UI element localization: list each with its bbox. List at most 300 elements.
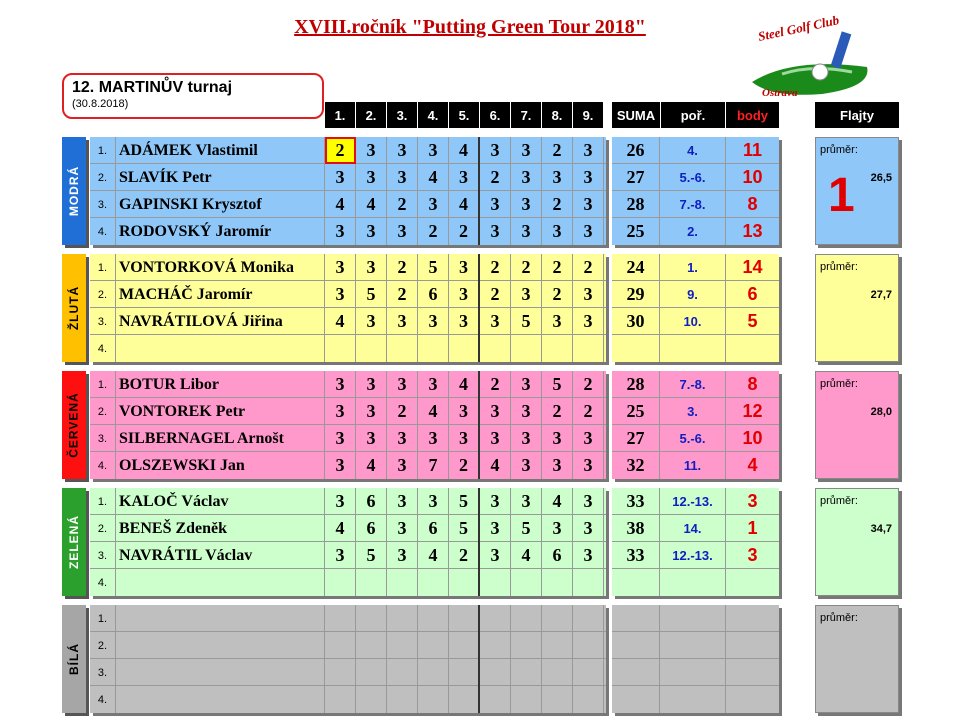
hole-score: 3 [573,281,604,308]
player-number: 2. [90,515,116,542]
hole-score: 2 [387,398,418,425]
hole-score: 3 [511,425,542,452]
hole-score: 3 [418,371,449,398]
flajty-box [815,137,899,245]
flajty-box [815,488,899,596]
player-name: BOTUR Libor [116,371,325,398]
rank [660,632,726,659]
rank [660,605,726,632]
player-row [90,164,606,191]
hole-score: 3 [449,398,480,425]
hole-score: 3 [573,425,604,452]
group-label-text: ZELENÁ [67,515,81,569]
hole-score: 3 [480,515,511,542]
points [726,569,779,596]
hole-score [511,659,542,686]
total-score: 27 [612,425,660,452]
result-row [612,191,779,218]
hole-score: 2 [542,137,573,164]
hole-score [387,686,418,713]
hole-score [418,632,449,659]
rank: 4. [660,137,726,164]
player-name: NAVRÁTILOVÁ Jiřina [116,308,325,335]
rank: 7.-8. [660,371,726,398]
hole-score: 5 [511,308,542,335]
hole-score [542,569,573,596]
points: 12 [742,401,763,421]
total-score: 30 [612,308,660,335]
hole-score: 2 [573,398,604,425]
hole-score: 2 [480,254,511,281]
hole-header: 9. [573,102,603,128]
group-block [90,137,606,245]
hole-score [573,605,604,632]
group-label-text: BÍLÁ [67,643,81,675]
hole-score: 2 [480,371,511,398]
hole-score [449,335,480,362]
total-score: 27 [612,164,660,191]
result-row [612,605,779,632]
hole-score: 5 [449,515,480,542]
total-score [612,569,660,596]
hole-score: 5 [356,281,387,308]
hole-score: 3 [480,398,511,425]
points: 14 [742,257,763,277]
rank: 10. [660,308,726,335]
flajty-box [815,254,899,362]
hole-score: 6 [356,488,387,515]
hole-score [418,335,449,362]
suma-header: SUMA [612,102,660,128]
player-name [116,605,325,632]
hole-header: 5. [449,102,479,128]
result-row [612,281,779,308]
hole-score [573,632,604,659]
group-label [62,605,86,713]
player-row [90,659,606,686]
hole-score [480,569,511,596]
player-row [90,632,606,659]
hole-score [542,632,573,659]
player-name: SLAVÍK Petr [116,164,325,191]
player-name [116,335,325,362]
average-label: průměr: [820,495,858,507]
hole-score [480,632,511,659]
total-score [612,335,660,362]
hole-score [356,659,387,686]
total-score: 28 [612,371,660,398]
hole-score: 3 [418,488,449,515]
rank [660,335,726,362]
result-row [612,137,779,164]
rank: 12.-13. [660,542,726,569]
hole-score: 2 [542,254,573,281]
hole-score: 3 [542,164,573,191]
hole-score [325,659,356,686]
hole-score: 3 [480,488,511,515]
points: 3 [747,545,758,565]
hole-score: 4 [542,488,573,515]
group-label [62,137,86,245]
player-number: 2. [90,632,116,659]
hole-score: 3 [387,308,418,335]
total-score: 24 [612,254,660,281]
hole-score: 4 [325,515,356,542]
hole-score: 3 [325,452,356,479]
hole-score: 5 [418,254,449,281]
points [726,605,779,632]
player-number: 4. [90,335,116,362]
rank [660,659,726,686]
hole-score: 3 [573,191,604,218]
hole-score [387,605,418,632]
result-row [612,164,779,191]
hole-score [387,632,418,659]
hole-score: 3 [325,164,356,191]
group-block [90,488,606,596]
hole-score: 3 [511,164,542,191]
player-name: OLSZEWSKI Jan [116,452,325,479]
hole-score: 3 [573,218,604,245]
hole-score [449,659,480,686]
average-value: 27,7 [870,289,892,301]
hole-score [542,605,573,632]
hole-score: 3 [542,425,573,452]
event-date: (30.8.2018) [72,98,129,110]
hole-score [418,569,449,596]
hole-score [542,659,573,686]
group-results [612,371,779,479]
hole-score: 3 [325,371,356,398]
points: 13 [742,221,763,241]
hole-score: 3 [418,308,449,335]
player-name [116,632,325,659]
hole-score: 3 [387,218,418,245]
total-score: 32 [612,452,660,479]
hole-score [356,569,387,596]
rank [660,569,726,596]
player-name: RODOVSKÝ Jaromír [116,218,325,245]
hole-score: 3 [387,452,418,479]
hole-score: 3 [480,137,511,164]
hole-score [418,659,449,686]
hole-score [387,569,418,596]
points: 6 [747,284,758,304]
average-value: 34,7 [870,523,892,535]
player-row [90,191,606,218]
hole-score: 3 [418,425,449,452]
rank: 3. [660,398,726,425]
hole-score [356,686,387,713]
rank: 9. [660,281,726,308]
hole-score: 3 [356,218,387,245]
total-score: 28 [612,191,660,218]
hole-score: 3 [387,515,418,542]
result-row [612,632,779,659]
hole-score [325,605,356,632]
player-row [90,371,606,398]
hole-score: 3 [449,425,480,452]
player-number: 4. [90,218,116,245]
rank: 11. [660,452,726,479]
rank [660,686,726,713]
group-results [612,605,779,713]
hole-score: 3 [480,218,511,245]
points: 3 [747,491,758,511]
hole-score: 2 [387,191,418,218]
player-number: 2. [90,281,116,308]
group-label [62,254,86,362]
hole-score: 2 [542,398,573,425]
hole-score: 4 [418,164,449,191]
points [726,335,779,362]
group-label [62,371,86,479]
average-value: 26,5 [870,172,892,184]
hole-score: 3 [356,308,387,335]
player-number: 1. [90,605,116,632]
hole-score: 7 [418,452,449,479]
hole-score: 3 [511,137,542,164]
result-row [612,569,779,596]
hole-score [387,659,418,686]
points: 8 [747,374,758,394]
hole-score: 3 [480,542,511,569]
hole-score: 3 [511,371,542,398]
hole-score [449,632,480,659]
hole-score: 3 [325,398,356,425]
total-score: 29 [612,281,660,308]
hole-score: 2 [573,254,604,281]
hole-score [449,569,480,596]
result-row [612,488,779,515]
hole-score: 3 [449,308,480,335]
player-row [90,137,606,164]
points: 5 [747,311,758,331]
hole-score: 3 [387,488,418,515]
hole-score: 3 [573,308,604,335]
hole-score: 4 [356,191,387,218]
player-name: MACHÁČ Jaromír [116,281,325,308]
result-row [612,425,779,452]
player-row [90,398,606,425]
average-label: průměr: [820,261,858,273]
hole-header: 7. [511,102,541,128]
hole-score [325,686,356,713]
hole-header: 8. [542,102,572,128]
average-label: průměr: [820,612,858,624]
hole-score: 2 [480,281,511,308]
hole-score: 4 [418,398,449,425]
hole-score [449,686,480,713]
event-box [62,73,324,119]
group-results [612,137,779,245]
hole-score: 2 [449,542,480,569]
rank: 2. [660,218,726,245]
total-score [612,632,660,659]
hole-score: 3 [325,488,356,515]
points: 1 [747,518,758,538]
points: 10 [742,167,763,187]
group-block [90,254,606,362]
result-row [612,308,779,335]
hole-score: 3 [449,281,480,308]
hole-score: 3 [573,452,604,479]
player-number: 1. [90,371,116,398]
player-number: 4. [90,569,116,596]
hole-score: 4 [325,308,356,335]
hole-score: 3 [480,308,511,335]
hole-score [325,632,356,659]
hole-score: 5 [511,515,542,542]
points [726,632,779,659]
hole-score: 2 [449,452,480,479]
hole-score: 2 [387,281,418,308]
logo-text-bottom: Ostrava [762,87,798,99]
hole-score: 3 [418,191,449,218]
hole-score: 3 [418,137,449,164]
average-value: 28,0 [870,406,892,418]
hole-score [356,605,387,632]
player-row [90,218,606,245]
hole-score [387,335,418,362]
player-number: 1. [90,254,116,281]
result-row [612,218,779,245]
hole-score: 3 [511,218,542,245]
player-row [90,425,606,452]
player-name [116,686,325,713]
hole-score: 3 [573,542,604,569]
total-score [612,659,660,686]
group-label-text: ČERVENÁ [67,392,81,458]
group-label [62,488,86,596]
player-number: 2. [90,164,116,191]
result-row [612,371,779,398]
hole-score: 6 [356,515,387,542]
rank: 5.-6. [660,164,726,191]
logo-text-top: Steel Golf Club [756,12,841,44]
player-name [116,659,325,686]
hole-score: 3 [325,218,356,245]
hole-score [573,335,604,362]
points [726,659,779,686]
player-row [90,569,606,596]
result-row [612,254,779,281]
player-number: 1. [90,488,116,515]
hole-score: 3 [542,515,573,542]
total-score: 33 [612,488,660,515]
hole-score: 4 [356,452,387,479]
player-row [90,308,606,335]
hole-score: 3 [480,191,511,218]
rank: 1. [660,254,726,281]
page-title: XVIII.ročník "Putting Green Tour 2018" [294,16,646,38]
player-name: ADÁMEK Vlastimil [116,137,325,164]
hole-score: 5 [449,488,480,515]
player-number: 3. [90,542,116,569]
result-row [612,335,779,362]
hole-score [511,632,542,659]
hole-score: 2 [325,137,356,164]
hole-score: 3 [480,425,511,452]
total-score: 26 [612,137,660,164]
player-number: 4. [90,452,116,479]
hole-score: 3 [542,308,573,335]
flajty-rank: 1 [828,169,855,222]
flajty-header: Flajty [815,102,899,128]
flajty-box [815,371,899,479]
hole-score: 4 [325,191,356,218]
player-row [90,452,606,479]
hole-score: 3 [511,488,542,515]
hole-score: 6 [418,515,449,542]
hole-score: 6 [418,281,449,308]
event-name: 12. MARTINŮV turnaj [72,79,233,96]
player-number: 3. [90,308,116,335]
player-row [90,605,606,632]
hole-score: 4 [480,452,511,479]
hole-score [511,569,542,596]
hole-score: 4 [449,371,480,398]
hole-score: 2 [387,254,418,281]
points: 8 [747,194,758,214]
player-number: 4. [90,686,116,713]
rank: 5.-6. [660,425,726,452]
hole-score: 5 [356,542,387,569]
hole-score: 2 [480,164,511,191]
player-name: VONTORKOVÁ Monika [116,254,325,281]
points: 11 [742,140,763,160]
group-label-text: ŽLUTÁ [67,285,82,331]
points: 10 [742,428,763,448]
body-header: body [726,102,779,128]
hole-score: 3 [387,164,418,191]
player-number: 2. [90,398,116,425]
hole-score: 3 [511,191,542,218]
player-row [90,488,606,515]
group-block [90,605,606,713]
hole-score: 3 [325,281,356,308]
hole-score [356,632,387,659]
player-number: 3. [90,191,116,218]
hole-score [418,686,449,713]
total-score: 38 [612,515,660,542]
total-score: 25 [612,218,660,245]
hole-score [449,605,480,632]
result-row [612,515,779,542]
hole-score [356,335,387,362]
hole-score [480,686,511,713]
hole-score: 3 [356,164,387,191]
rank: 7.-8. [660,191,726,218]
hole-score: 2 [511,254,542,281]
hole-score [573,686,604,713]
player-number: 3. [90,425,116,452]
hole-score: 3 [449,164,480,191]
hole-header: 2. [356,102,386,128]
total-score [612,686,660,713]
result-row [612,452,779,479]
hole-score: 3 [356,371,387,398]
points: 4 [747,455,758,475]
hole-score: 5 [542,371,573,398]
hole-score: 3 [449,254,480,281]
result-row [612,686,779,713]
hole-header: 4. [418,102,448,128]
hole-score [325,569,356,596]
hole-score: 3 [573,488,604,515]
player-name: BENEŠ Zdeněk [116,515,325,542]
hole-score: 3 [387,425,418,452]
